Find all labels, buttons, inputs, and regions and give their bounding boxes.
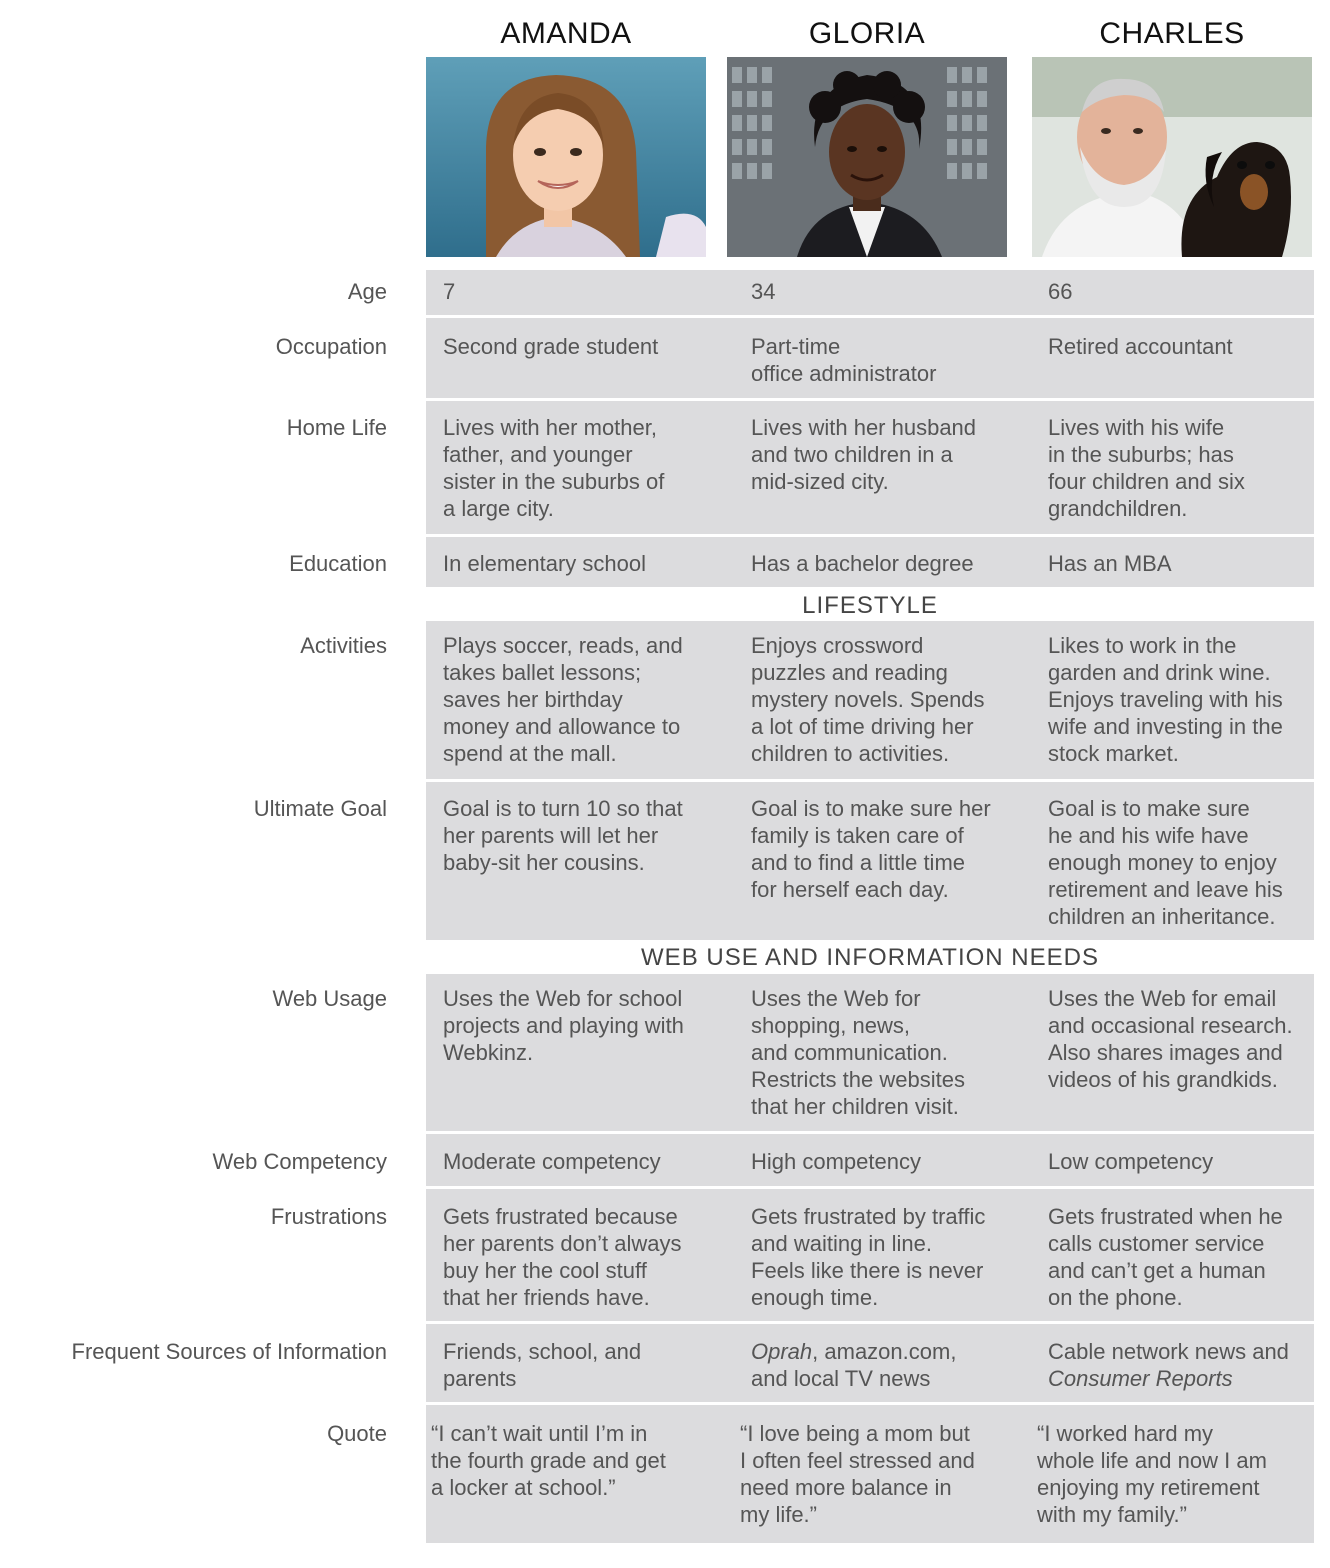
amanda-quote: “I can’t wait until I’m in the fourth grade and get a locker at school.” bbox=[431, 1421, 666, 1500]
amanda-age: 7 bbox=[443, 279, 456, 304]
gloria-sources-italic: Oprah bbox=[751, 1339, 813, 1364]
amanda-occupation: Second grade student bbox=[443, 334, 659, 359]
gloria-web-usage: Uses the Web for shopping, news, and communication. Restricts the websites that her children visit. bbox=[751, 986, 965, 1119]
persona-name-amanda: AMANDA bbox=[500, 17, 632, 50]
amanda-photo bbox=[426, 57, 706, 257]
charles-ultimate-goal: Goal is to make sure he and his wife have enough money to enjoy retirement and leave his children an inheritance. bbox=[1048, 796, 1283, 929]
charles-age: 66 bbox=[1048, 279, 1073, 304]
gloria-frustrations: Gets frustrated by traffic and waiting in line. Feels like there is never enough time. bbox=[751, 1204, 986, 1310]
label-education: Education bbox=[289, 551, 387, 576]
charles-activities: Likes to work in the garden and drink wine. Enjoys traveling with his wife and investing in the stock market. bbox=[1048, 633, 1283, 766]
label-web-competency: Web Competency bbox=[212, 1149, 387, 1174]
gloria-web-competency: High competency bbox=[751, 1149, 921, 1174]
label-home-life: Home Life bbox=[286, 415, 387, 440]
charles-sources-line1: Cable network news and bbox=[1048, 1339, 1289, 1364]
charles-quote: “I worked hard my whole life and now I am enjoying my retirement with my family.” bbox=[1037, 1421, 1267, 1527]
label-ultimate-goal: Ultimate Goal bbox=[253, 796, 387, 821]
label-frustrations: Frustrations bbox=[270, 1204, 387, 1229]
amanda-home-life: Lives with her mother, father, and younger sister in the suburbs of a large city. bbox=[443, 415, 665, 521]
charles-sources-italic: Consumer Reports bbox=[1048, 1366, 1233, 1391]
label-web-usage: Web Usage bbox=[272, 986, 387, 1011]
amanda-frustrations: Gets frustrated because her parents don’t always buy her the cool stuff that her friends have. bbox=[443, 1204, 682, 1310]
amanda-education: In elementary school bbox=[443, 551, 646, 576]
label-occupation: Occupation bbox=[275, 334, 387, 359]
charles-sources bbox=[1048, 1338, 1330, 1392]
gloria-photo bbox=[727, 57, 1007, 257]
charles-occupation: Retired accountant bbox=[1048, 334, 1233, 359]
amanda-web-competency: Moderate competency bbox=[443, 1149, 661, 1174]
gloria-ultimate-goal: Goal is to make sure her family is taken care of and to find a little time for herself each day. bbox=[751, 796, 991, 902]
gloria-sources-rest: , amazon.com, and local TV news bbox=[751, 1339, 957, 1391]
section-lifestyle: LIFESTYLE bbox=[802, 592, 938, 619]
label-age: Age bbox=[347, 279, 387, 304]
gloria-activities: Enjoys crossword puzzles and reading mystery novels. Spends a lot of time driving her children to activities. bbox=[751, 633, 985, 766]
charles-education: Has an MBA bbox=[1048, 551, 1172, 576]
charles-web-usage: Uses the Web for email and occasional research. Also shares images and videos of his grandkids. bbox=[1048, 986, 1293, 1092]
gloria-age: 34 bbox=[751, 279, 776, 304]
amanda-ultimate-goal: Goal is to turn 10 so that her parents will let her baby-sit her cousins. bbox=[443, 796, 683, 875]
amanda-web-usage: Uses the Web for school projects and playing with Webkinz. bbox=[443, 986, 684, 1065]
gloria-occupation: Part-time office administrator bbox=[751, 334, 937, 386]
persona-name-gloria: GLORIA bbox=[808, 17, 926, 50]
amanda-activities: Plays soccer, reads, and takes ballet lessons; saves her birthday money and allowance to spend at the mall. bbox=[443, 633, 683, 766]
section-web-use: WEB USE AND INFORMATION NEEDS bbox=[641, 944, 1099, 971]
charles-photo bbox=[1032, 57, 1312, 257]
charles-frustrations: Gets frustrated when he calls customer service and can’t get a human on the phone. bbox=[1048, 1204, 1283, 1310]
gloria-education: Has a bachelor degree bbox=[751, 551, 974, 576]
label-quote: Quote bbox=[327, 1421, 387, 1446]
charles-web-competency: Low competency bbox=[1048, 1149, 1214, 1174]
amanda-sources: Friends, school, and parents bbox=[443, 1339, 642, 1391]
charles-home-life: Lives with his wife in the suburbs; has four children and six grandchildren. bbox=[1048, 415, 1245, 521]
label-activities: Activities bbox=[300, 633, 387, 658]
gloria-quote: “I love being a mom but I often feel stressed and need more balance in my life.” bbox=[740, 1421, 975, 1527]
persona-name-charles: CHARLES bbox=[1099, 17, 1245, 50]
gloria-sources bbox=[751, 1338, 1041, 1392]
label-sources: Frequent Sources of Information bbox=[71, 1339, 387, 1364]
gloria-home-life: Lives with her husband and two children in a mid-sized city. bbox=[751, 415, 977, 494]
